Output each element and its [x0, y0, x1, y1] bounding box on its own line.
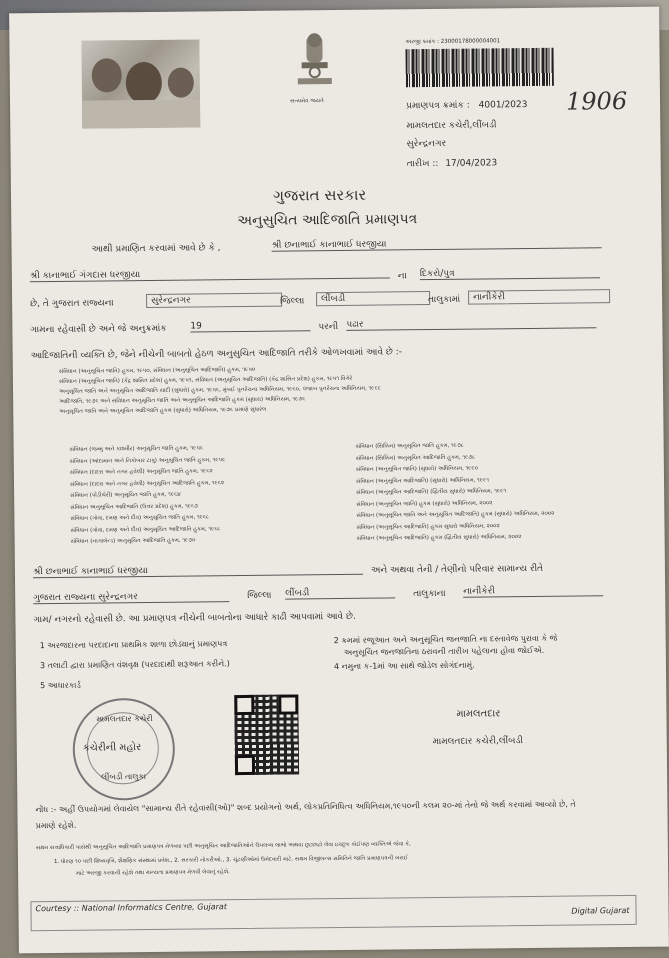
- para-1: સક્ષમ સત્તાધિકારી પાસેથી અનુસૂચિત આદિજાતિ પ્રમાણપત્ર મેળવ્યા પછી અનુસૂચિત આદિજાતિઓને ઉપલબ્ધ લાભો અથવા છુટછાટો લેવા ઇચ્છુક કોઈપણ વ્યક્તિએ જેવા કે,: [35, 841, 411, 852]
- order-right-item: સંવિધાન (અનુસૂચિત જાતિ) હુકમ (સુધારો) અધિનિયમ, ૨૦૦૨: [356, 499, 493, 508]
- order-left-item: સંવિધાન (પોંડીચેરી) અનુસૂચિત જાતિ હુકમ, ૧૯૬૪: [70, 491, 181, 499]
- orders-left-column: [70, 443, 227, 548]
- order-left-item: સંવિધાન (ગોવા, દમણ અને દીવ) અનુસૂચિત આદિજાતિ હુકમ, ૧૯૬૮: [70, 525, 221, 534]
- courtesy-text: Courtesy :: National Informatics Centre, Gujarat: [35, 902, 227, 914]
- signature-title: મામલતદાર: [456, 708, 501, 720]
- order-right-item: સંવિધાન (અનુસૂચિત આદિજાતિ) (સુધારો) અધિનિયમ, ૧૯૯૧: [355, 476, 489, 485]
- barcode: [405, 48, 553, 88]
- order-right-item: સંવિધાન (અનુસૂચિત જાતિ) (સુધારો) અધિનિયમ, ૧૯૯૦: [355, 465, 479, 473]
- seal-bottom-text: લીંબડી તાલુકા: [101, 772, 147, 782]
- office-line-2: સુરેન્દ્રનગર: [406, 138, 447, 150]
- district2-label: જિલ્લા: [247, 590, 272, 601]
- date-line: [407, 158, 498, 169]
- serial-value: 23000178000004001: [440, 38, 501, 45]
- state-prefix: છે, તે ગુજરાત રાજ્યના: [30, 298, 114, 310]
- cert-no-label: પ્રમાણપત્ર ક્રમાંક :: [406, 100, 470, 112]
- para-3: માટે અરજી કરવાની રહેશે તથા માન્યતા પ્રમાણપત્ર મેળવી લેવાનું રહેશે.: [76, 869, 230, 877]
- relation: દિકરો/પુત્ર: [420, 267, 600, 280]
- district-label: જિલ્લા: [280, 296, 305, 307]
- order-left-item: સંવિધાન (આંદામાન અને નિકોબાર ટાપુ) અનુસૂચિત જાતિ હુકમ, ૧૯૫૯: [69, 456, 226, 465]
- tribe-line: આદિજાતિની વ્યક્તિ છે, જેને નીચેની બાબતો હેઠળ અનુસુચિત આદિજાતિ તરીકે ઓળખવામાં આવે છે :-: [30, 347, 403, 362]
- order-item: આદિજાતિ, ૧૯૭૬ અને સંવિધાન અનુસૂચિત જાતિ અને અનુસૂચિત આદિજાતિ હુકમ (સુધારા) અધિનિયમ, ૧૯૭૬: [59, 396, 306, 405]
- orders-list: [59, 364, 381, 417]
- emblem-caption: સત્યમેવ જયતે: [290, 98, 324, 105]
- evidence-item-5: 5 આધારકાર્ડ: [40, 680, 81, 691]
- handwritten-number: 1906: [565, 86, 628, 116]
- cert-no-value: 4001/2023: [478, 100, 528, 111]
- order-left-item: સંવિધાન (ગોવા, દમણ અને દીવ) અનુસૂચિત જાતિ હુકમ, ૧૯૬૮: [70, 514, 210, 522]
- office-seal: [72, 698, 175, 801]
- order-item: અનુસૂચિત જાતિ અને અનુસૂચિત આદિજાતિ હુકમ (સુધારો) અધિનિયમ, ૧૯૭૬ પ્રમાણે સુધારેલ: [59, 406, 267, 415]
- evidence-item-2b: અનુસૂચિત જનજાતિના ઠરાવની તારીખ પહેલાના હોવા જોઈએ.: [343, 645, 545, 657]
- order-item: અનુસૂચિત જાતિ અને અનુસૂચિત આદિજાતિ યાદી (સુધારો) હુકમ, ૧૯૫૬, મુંબઈ પુનર્રચના અધિનિયમ, ૧૯૬૦, પંજાબ પુનર્રચના અધિનિયમ, ૧૯૬૬: [59, 385, 381, 395]
- village2-value: નાનીકેરી: [463, 585, 603, 597]
- cert-no-line: [406, 100, 527, 111]
- order-left-item: સંવિધાન (દાદરા અને નગર હવેલી) અનુસૂચિત જાતિ હુકમ, ૧૯૬૨: [69, 468, 213, 476]
- ashoka-emblem-icon: [289, 28, 340, 99]
- applicant-photo: [81, 39, 200, 128]
- order-left-item: સંવિધાન (જમ્મુ અને કાશ્મીર) અનુસૂચિત જાતિ હુકમ, ૧૯૫૬: [69, 445, 204, 453]
- serial-suffix: પરની: [318, 322, 339, 333]
- order-left-item: સંવિધાન (દાદરા અને નગર હવેલી) અનુસૂચિત આદિજાતિ હુકમ, ૧૯૬૨: [69, 479, 225, 488]
- note-line-end: પ્રમાણે રહેશે.: [35, 820, 77, 831]
- gov-title: ગુજરાત સરકાર: [272, 185, 367, 205]
- evidence-item-2: 2 ક્રમમાં રજૂઆત અને અનુસૂચિત જનજાતિ ના દસ્તાવેજ પુરાવા કે જે: [333, 633, 558, 646]
- village-value: નાનીકેરી: [468, 289, 610, 304]
- person-name: શ્રી છનાભાઈ કાનાભાઈ ધરજીયા: [271, 237, 601, 251]
- relation-suffix: ના: [397, 271, 407, 282]
- note-line: નોંધ :- અહીં ઉપયોગમાં લેવાયેલ "સામાન્ય રીતે રહેવાસી(ઓ)" શબ્દ પ્રયોગનો અર્થ, લોકપ્રતિનિધિત્વ અધિનિયમ,૧૯૫૦ની કલમ ૨૦-માં તેનો જે અર્થ કરવામાં આવ્યો છે, તે: [35, 799, 576, 815]
- serial-number: 19: [190, 320, 310, 332]
- order-left-item: સંવિધાન અનુસૂચિત આદિજાતિ (ઉત્તર પ્રદેશ) હુકમ, ૧૯૬૭: [70, 502, 198, 511]
- family-name: શ્રી છનાભાઈ કાનાભાઈ ધરજીયા: [33, 564, 363, 578]
- para-2: 1. ધોરણ ૧૦ પછી શિષ્યવૃત્તિ, શૈક્ષણિક સંસ્થામાં પ્રવેશ., 2. સરકારી નોકરીઓ., 3. ચૂંટણીઓમાં ઉમેદવારી માટે. સક્ષમ વિજીલન્સ સમિતિને જાતિ પ્રમાણપત્રની ખરાઈ: [53, 855, 408, 866]
- order-left-item: સંવિધાન (નાગાલેન્ડ) અનુસૂચિત આદિજાતિ હુકમ, ૧૯૭૦: [70, 537, 196, 545]
- evidence-item-3: 3 તલાટી દ્વારા પ્રમાણિત વંશવૃક્ષ (પરદાદાથી શરૂઆત કરીને.): [39, 659, 230, 671]
- seal-top-text: મામલતદાર કચેરી: [96, 713, 153, 724]
- family-suffix: અને અથવા તેની / તેણીનો પરિવાર સામાન્ય રીતે: [370, 563, 544, 576]
- order-item: સંવિધાન (અનુસૂચિત જાતિ) હુકમ, ૧૯૫૦, સંવિધાન (અનુસૂચિત આદિજાતિ) હુકમ, ૧૯૫૦: [58, 366, 256, 375]
- resident-line: ગામ/ નગરનો રહેવાસી છે. આ પ્રમાણપત્ર નીચેની બાબતોના આધારે કાઢી આપવામાં આવે છે.: [33, 611, 356, 626]
- orders-right-column: [356, 440, 555, 546]
- office-line-1: મામલતદાર કચેરી,લીંબડી: [406, 120, 497, 132]
- order-right-item: સંવિધાન (અનુસૂચિત આદિજાતિ) હુકમ (દ્વિતીય સુધારો) અધિનિયમ, ૨૦૦૨: [356, 534, 522, 542]
- signature-office: મામલતદાર કચેરી,લીંબડી: [432, 736, 523, 748]
- serial-label: અરજી ક્રમાંક :: [405, 38, 439, 46]
- taluka2-value: લીંબડી: [285, 587, 395, 599]
- qr-code: [234, 694, 299, 775]
- digital-gujarat-text: Digital Gujarat: [571, 905, 630, 916]
- order-item: સંવિધાન (અનુસૂચિત જાતિ) (કેંદ્ર શાસિત પ્રદેશ) હુકમ, ૧૯૫૧, સંવિધાન (અનુસૂચિત આદિજાતિ) (કેંદ્ર શાસિત પ્રદેશ) હુકમ, ૧૯૫૧ વિગેરે: [58, 375, 353, 385]
- taluka2-label: તાલુકાના: [413, 588, 446, 600]
- order-right-item: સંવિધાન (સિક્કિમ) અનુસૂચિત આદિજાતિ હુકમ, ૧૯૭૮: [355, 454, 476, 462]
- father-name: શ્રી કાનાભાઈ ગંગદાસ ધરજીયા: [30, 267, 390, 282]
- tribe-name: પઢાર: [346, 317, 596, 331]
- date-value: 17/04/2023: [445, 158, 498, 169]
- certificate-title: અનુસુચિત આદિજાતિ પ્રમાણપત્ર: [237, 211, 418, 230]
- district-value: સુરેન્દ્રનગર: [146, 293, 282, 308]
- evidence-item-4: 4 નમુના ક-1માં આ સાથે જોડેલ સોગંદનામું.: [333, 660, 475, 672]
- certificate-page: [9, 7, 669, 954]
- state2-prefix: ગુજરાત રાજ્યના સુરેન્દ્રનગર: [33, 591, 229, 604]
- seal-center-text: કચેરીની મહોર: [82, 742, 142, 754]
- footer-box: [30, 895, 636, 931]
- taluka-label: તાલુકામાં: [428, 294, 461, 306]
- order-right-item: સંવિધાન (અનુસૂચિત આદિજાતિ) હુકમ સુધારો અધિનિયમ, ૨૦૦૨: [356, 522, 500, 531]
- order-right-item: સંવિધાન (અનુસૂચિત આદિજાતિ) (દ્વિતીય સુધારો) અધિનિયમ, ૧૯૯૧: [356, 488, 507, 496]
- order-right-item: સંવિધાન (સિક્કિમ) અનુસૂચિત જાતિ હુકમ, ૧૯૭૮: [355, 442, 464, 450]
- order-right-item: સંવિધાન (અનુસૂચિત જાતિ અને અનુસૂચિત આદિજાતિ) હુકમ (સુધારો) અધિનિયમ, ૨૦૦૨: [356, 510, 555, 519]
- line1-prefix: આથી પ્રમાણિત કરવામાં આવે છે કે ,: [91, 243, 221, 255]
- evidence-item-1: 1 અરજદારના પરદાદાના પ્રાથમિક શાળા છોડ્યાનું પ્રમાણપત્ર: [39, 639, 228, 651]
- serial-line: [405, 38, 500, 46]
- taluka-value: લીંબડી: [316, 291, 430, 306]
- village-prefix: ગામના રહેવાસી છે અને જે અનુક્રમાંક: [30, 323, 167, 336]
- date-label: તારીખ ::: [406, 158, 439, 170]
